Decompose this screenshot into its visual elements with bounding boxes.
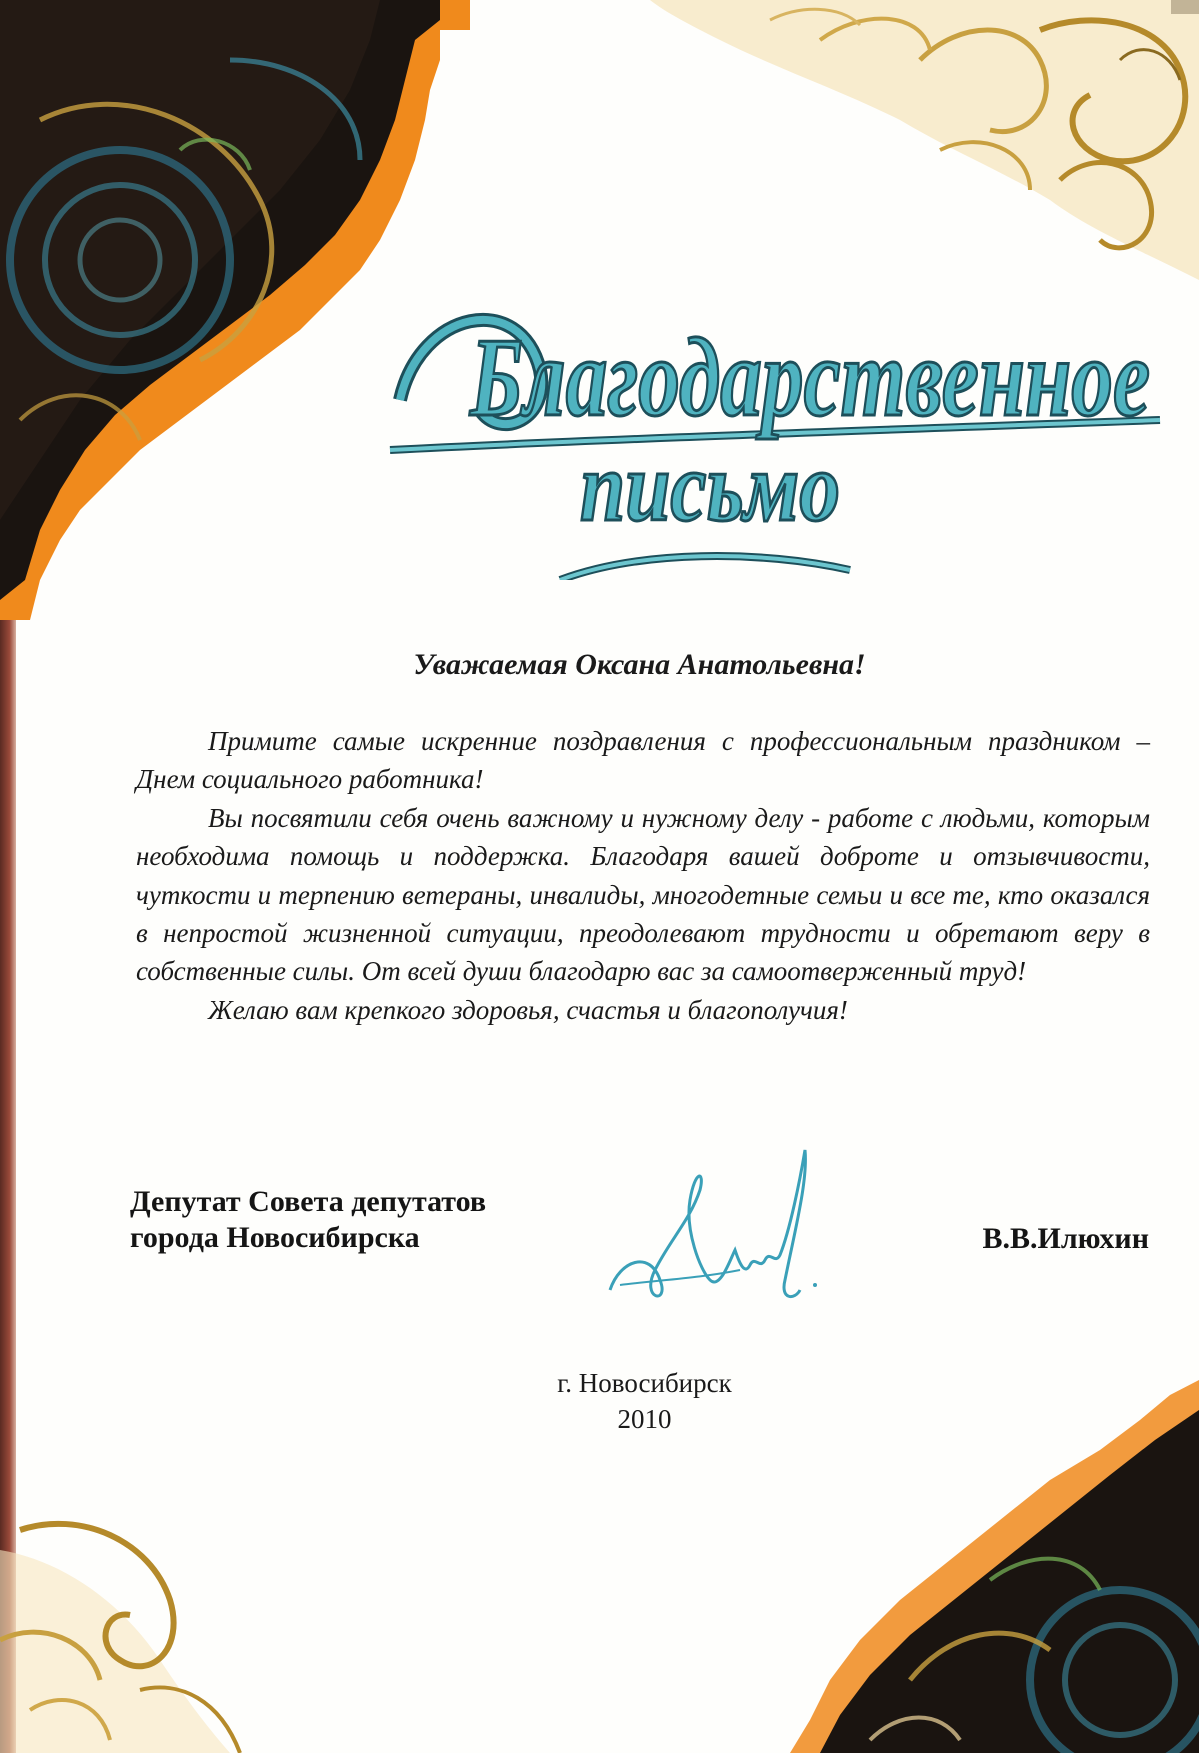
letter-body — [136, 722, 1150, 1029]
title-line1: Благодарственное — [469, 316, 1150, 440]
signatory-name: В.В.Илюхин — [982, 1222, 1149, 1255]
handwritten-signature — [600, 1140, 830, 1310]
position-line1: Депутат Совета депутатов — [130, 1185, 487, 1218]
place: г. Новосибирск — [557, 1368, 732, 1398]
paragraph-gratitude: Вы посвятили себя очень важному и нужному делу - работе с людьми, которым необходима помощь и поддержка. Благодаря вашей доброте и отзывчивости, чуткости и терпению ветераны, инвалиды, многодетные семьи и все те, кто оказался в непростой жизненной ситуации, преодолевают трудности и обретают веру в собственные силы. От всей души благодарю вас за самоотверженный труд! — [136, 802, 1150, 987]
paragraph-congratulations: Примите самые искренние поздравления с профессиональным праздником – Днем социального работника! — [136, 726, 1150, 795]
year: 2010 — [617, 1404, 672, 1434]
title-line2: письмо — [580, 431, 840, 542]
position-line2: города Новосибирска — [130, 1221, 420, 1254]
bottom-left-ornament — [0, 1470, 300, 1753]
greeting: Уважаемая Оксана Анатольевна! — [413, 648, 866, 681]
title-calligraphy — [380, 250, 1180, 580]
bottom-right-ornament — [790, 1380, 1199, 1753]
paragraph-wishes: Желаю вам крепкого здоровья, счастья и благополучия! — [208, 994, 848, 1025]
signatory-position — [130, 1184, 486, 1256]
